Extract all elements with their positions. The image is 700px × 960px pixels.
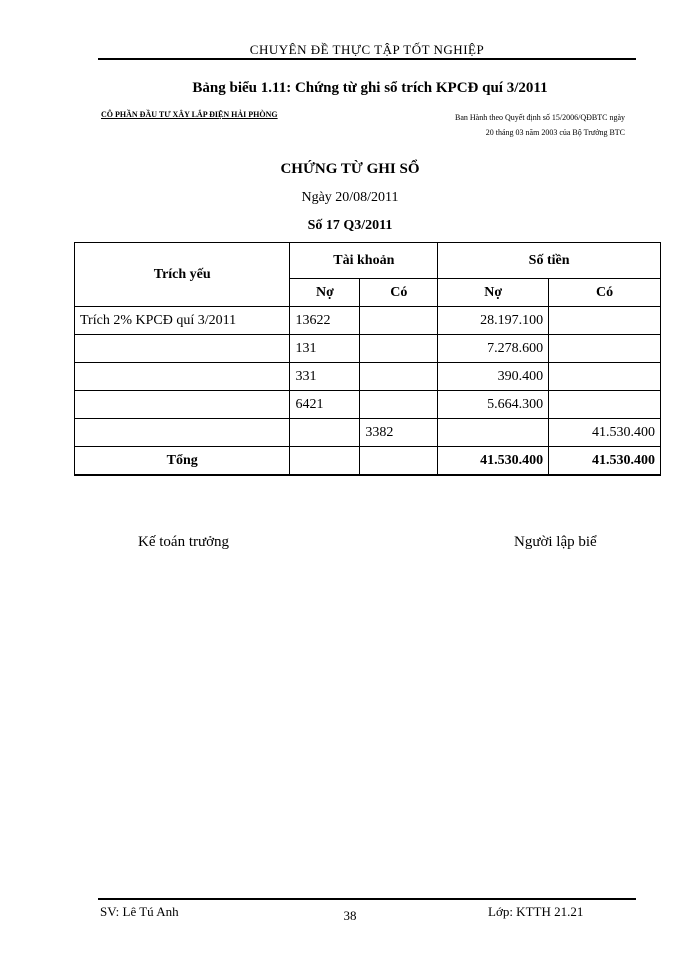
header-description: Trích yếu bbox=[75, 243, 290, 307]
header-amount: Số tiền bbox=[438, 243, 661, 279]
total-empty-credit-account bbox=[360, 447, 438, 476]
total-debit-amount: 41.530.400 bbox=[438, 447, 549, 476]
row-description bbox=[75, 419, 290, 447]
header-account: Tài khoản bbox=[290, 243, 438, 279]
header-account-credit: Có bbox=[360, 279, 438, 307]
row-debit-amount: 390.400 bbox=[438, 363, 549, 391]
header-divider bbox=[98, 58, 636, 60]
table-header-row bbox=[75, 243, 661, 279]
row-credit-amount bbox=[549, 335, 661, 363]
row-credit-account bbox=[360, 307, 438, 335]
row-credit-amount bbox=[549, 307, 661, 335]
row-credit-account bbox=[360, 335, 438, 363]
row-debit-account: 331 bbox=[290, 363, 360, 391]
row-description bbox=[75, 335, 290, 363]
row-debit-amount: 7.278.600 bbox=[438, 335, 549, 363]
table-caption: Bảng biểu 1.11: Chứng từ ghi sổ trích KPCĐ quí 3/2011 bbox=[192, 80, 548, 96]
company-name: CÔ PHẦN ĐẦU TƯ XÂY LẮP ĐIỆN HẢI PHÒNG bbox=[101, 110, 278, 119]
signature-chief-accountant: Kế toán trưởng bbox=[138, 534, 230, 550]
footer-student: SV: Lê Tú Anh bbox=[100, 904, 179, 919]
row-credit-amount: 41.530.400 bbox=[549, 419, 661, 447]
total-credit-amount: 41.530.400 bbox=[549, 447, 661, 476]
total-label: Tổng bbox=[75, 447, 290, 476]
document-number: Số 17 Q3/2011 bbox=[307, 218, 393, 233]
header-amount-debit: Nợ bbox=[438, 279, 549, 307]
row-debit-amount: 5.664.300 bbox=[438, 391, 549, 419]
header-account-debit: Nợ bbox=[290, 279, 360, 307]
decree-line-1: Ban Hành theo Quyết định số 15/2006/QĐBTC ngày bbox=[455, 113, 625, 122]
row-debit-account bbox=[290, 419, 360, 447]
table-row bbox=[75, 419, 661, 447]
table-row bbox=[75, 307, 661, 335]
row-credit-account: 3382 bbox=[360, 419, 438, 447]
table-row bbox=[75, 391, 661, 419]
decree-note bbox=[380, 110, 625, 140]
total-empty-debit-account bbox=[290, 447, 360, 476]
voucher-table bbox=[74, 242, 661, 476]
footer-divider bbox=[98, 898, 636, 900]
row-credit-account bbox=[360, 391, 438, 419]
table-row bbox=[75, 363, 661, 391]
document-date: Ngày 20/08/2011 bbox=[301, 190, 399, 205]
row-debit-account: 131 bbox=[290, 335, 360, 363]
row-debit-account: 13622 bbox=[290, 307, 360, 335]
row-credit-account bbox=[360, 363, 438, 391]
row-description bbox=[75, 391, 290, 419]
row-description: Trích 2% KPCĐ quí 3/2011 bbox=[75, 307, 290, 335]
row-description bbox=[75, 363, 290, 391]
footer-class: Lớp: KTTH 21.21 bbox=[488, 904, 584, 919]
header-amount-credit: Có bbox=[549, 279, 661, 307]
row-credit-amount bbox=[549, 391, 661, 419]
row-debit-amount: 28.197.100 bbox=[438, 307, 549, 335]
table-row bbox=[75, 335, 661, 363]
row-credit-amount bbox=[549, 363, 661, 391]
page-header-title: CHUYÊN ĐỀ THỰC TẬP TỐT NGHIỆP bbox=[249, 42, 485, 57]
document-title: CHỨNG TỪ GHI SỔ bbox=[280, 161, 420, 177]
row-debit-account: 6421 bbox=[290, 391, 360, 419]
decree-line-2: 20 tháng 03 năm 2003 của Bộ Trưởng BTC bbox=[485, 128, 625, 137]
signature-preparer: Người lập biể bbox=[514, 534, 597, 550]
table-total-row bbox=[75, 447, 661, 476]
page-number: 38 bbox=[343, 908, 357, 923]
row-debit-amount bbox=[438, 419, 549, 447]
